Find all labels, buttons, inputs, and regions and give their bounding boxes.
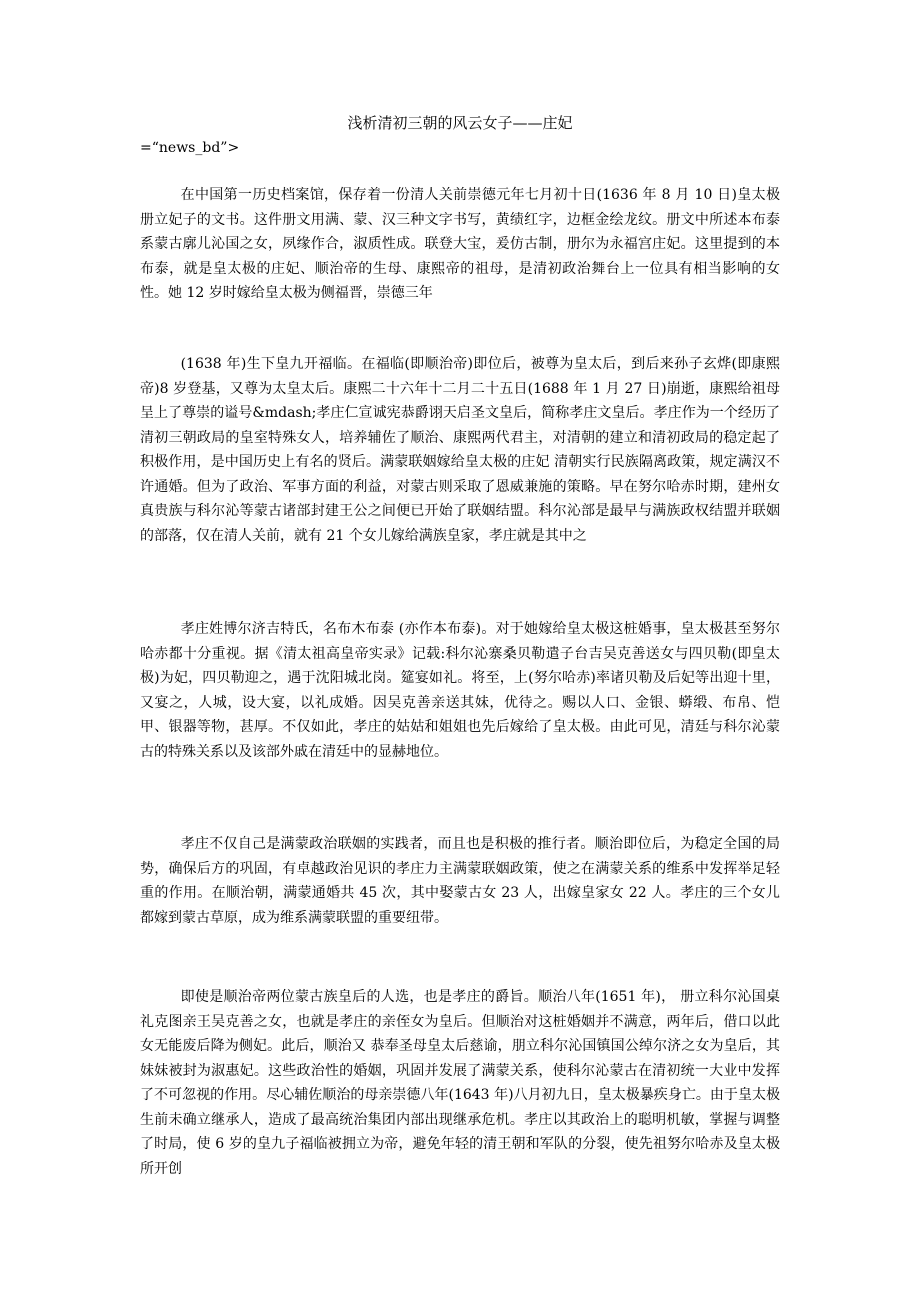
paragraph-3: 孝庄姓博尔济吉特氏，名布木布泰 (亦作本布泰)。对于她嫁给皇太极这桩婚事，皇太极甚至努尔哈赤都十分重视。据《清太祖高皇帝实录》记载:科尔沁寨桑贝勒遣子台吉吴克善送女与四贝勒(即皇太极)为妃，四贝勒迎之，遇于沈阳城北岗。筵宴如礼。将至，上(努尔哈赤)率诸贝勒及后妃等出迎十里，又宴之，人城，设大宴，以礼成婚。因吴克善亲送其妹，优待之。赐以人口、金银、蟒缎、布帛、恺甲、银器等物，甚厚。不仅如此，孝庄的姑姑和姐姐也先后嫁给了皇太极。由此可见，清廷与科尔沁蒙古的特殊关系以及该部外戚在清廷中的显赫地位。	[140, 621, 780, 760]
paragraph-2: (1638 年)生下皇九开福临。在福临(即顺治帝)即位后，被尊为皇太后，到后来孙子玄烨(即康熙帝)8 岁登基，又尊为太皇太后。康熙二十六年十二月二十五日(1688 年 1 月 27 日)崩逝，康熙给祖母呈上了尊崇的谥号&mdash;孝庄仁宣诚宪恭爵诩天启圣文皇后，简称孝庄文皇后。孝庄作为一个经历了清初三朝政局的皇室特殊女人，培养辅佐了顺治、康熙两代君主，对清朝的建立和清初政局的稳定起了积极作用，是中国历史上有名的贤后。满蒙联姻嫁给皇太极的庄妃 清朝实行民族隔离政策，规定满汉不许通婚。但为了政治、军事方面的利益，对蒙古则采取了恩威兼施的策略。早在努尔哈赤时期，建州女真贵族与科尔沁等蒙古诸部封建王公之间便已开始了联姻结盟。科尔沁部是最早与满族政权结盟并联姻的部落，仅在清人关前，就有 21 个女儿嫁给满族皇家，孝庄就是其中之	[140, 356, 780, 544]
code-fragment: =“news_bd”>	[140, 140, 240, 156]
paragraph-4: 孝庄不仅自己是满蒙政治联姻的实践者，而且也是积极的推行者。顺治即位后，为稳定全国的局势，确保后方的巩固，有卓越政治见识的孝庄力主满蒙联姻政策，使之在满蒙关系的维系中发挥举足轻重的作用。在顺治朝，满蒙通婚共 45 次，其中娶蒙古女 23 人，出嫁皇家女 22 人。孝庄的三个女儿都嫁到蒙古草原，成为维系满蒙联盟的重要纽带。	[140, 836, 780, 926]
paragraph-5: 即使是顺治帝两位蒙古族皇后的人选，也是孝庄的爵旨。顺治八年(1651 年)， 册立科尔沁国桌礼克图亲王吴克善之女，也就是孝庄的亲侄女为皇后。但顺治对这桩婚姻并不满意，两年后，借口以此女无能废后降为侧妃。此后，顺治又 恭奉圣母皇太后慈谕，朋立科尔沁国镇国公绰尔济之女为皇后，其妹妹被封为淑惠妃。这些政治性的婚姻，巩固并发展了满蒙关系，使科尔沁蒙古在清初统一大业中发挥了不可忽视的作用。尽心辅佐顺治的母亲崇德八年(1643 年)八月初九日，皇太极暴疾身亡。由于皇太极生前未确立继承人，造成了最高统治集团内部出现继承危机。孝庄以其政治上的聪明机敏，掌握与调整了时局，使 6 岁的皇九子福临被拥立为帝，避免年轻的清王朝和军队的分裂，使先祖努尔哈赤及皇太极所开创	[140, 989, 780, 1177]
document-title: 浅析清初三朝的风云女子——庄妃	[347, 114, 573, 132]
paragraph-1: 在中国第一历史档案馆，保存着一份清人关前崇德元年七月初十日(1636 年 8 月 10 日)皇太极册立妃子的文书。这件册文用满、蒙、汉三种文字书写，黄绩红字，边框金绘龙纹。册文中所述本布泰系蒙古廓儿沁国之女，夙缘作合，淑质性成。联登大宝，爰仿古制，册尔为永福宫庄妃。这里提到的本布泰，就是皇太极的庄妃、顺治帝的生母、康熙帝的祖母，是清初政治舞台上一位具有相当影响的女性。她 12 岁时嫁给皇太极为侧福晋，崇德三年	[140, 187, 780, 301]
